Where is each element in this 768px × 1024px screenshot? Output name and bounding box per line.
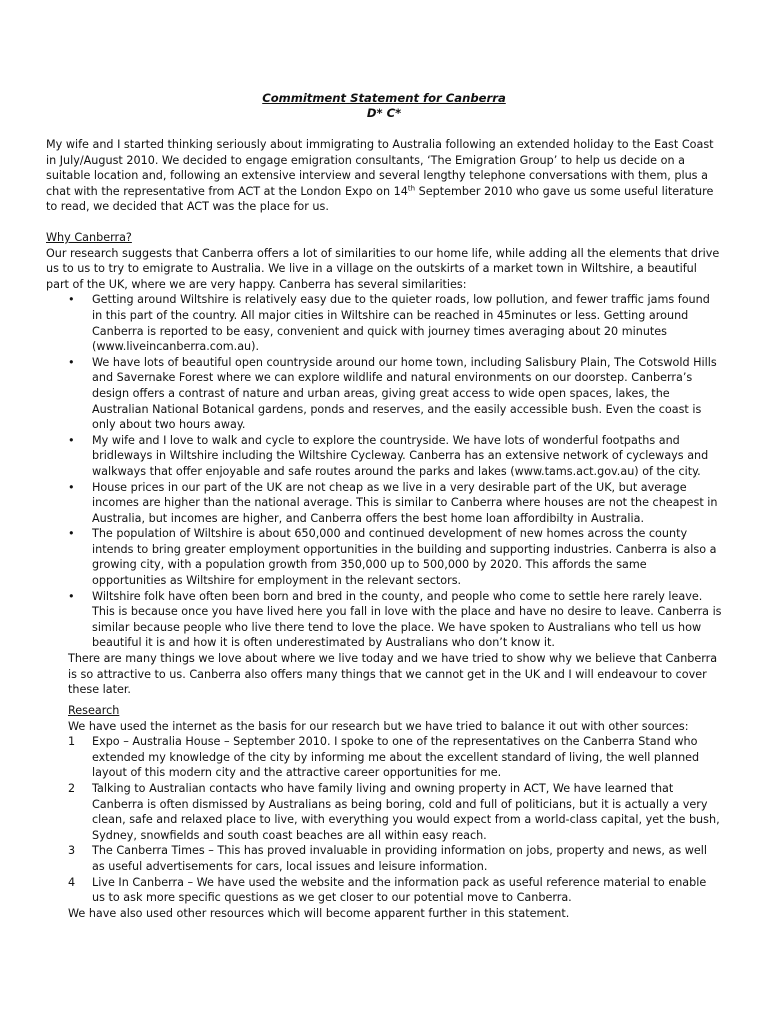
intro-paragraph [46,137,722,215]
research-lead: We have used the internet as the basis for our research but we have tried to balance it out with other sources: [68,719,689,733]
list-item-text: House prices in our part of the UK are not cheap as we live in a very desirable part of the UK, but average incomes are higher than the national average. This is similar to Canberra where houses are not the cheapest in Australia, but incomes are higher, and Canberra offers the best home loan affordibilty in Australia. [92,480,718,525]
list-item-text: Talking to Australian contacts who have family living and owning property in ACT, We have learned that Canberra is often dismissed by Australians as being boring, cold and full of politicians, but it is actually a very clean, safe and relaxed place to live, with everything you would expect from a world-class capital, yet the bush, Sydney, snowfields and south coast beaches are all within easy reach. [92,781,720,842]
intro-section [46,137,722,215]
list-item-number: 3 [68,844,76,858]
list-item-text: My wife and I love to walk and cycle to explore the countryside. We have lots of wonderful footpaths and bridleways in Wiltshire including the Wiltshire Cycleway. Canberra has an extensive network of cycleways and walkways that offer enjoyable and safe routes around the parks and lakes (www.tams.act.gov.au) of the city. [92,433,709,478]
research-sources-list [46,734,722,906]
list-item-text: The population of Wiltshire is about 650,000 and continued development of new homes across the county intends to bring greater employment opportunities in the building and supporting industries. Canberra is also a growing city, with a population growth from 350,000 up to 500,000 by 2020. This affords the same opportunities as Wiltshire for employment in the relevant sectors. [92,527,717,588]
list-item-text: We have lots of beautiful open countryside around our home town, including Salisbury Plain, The Cotswold Hills and Savernake Forest where we can explore wildlife and natural environments on our doorstep. Canberra’s design offers a contrast of nature and urban areas, giving great access to wide open spaces, lakes, the Australian National Botanical gardens, ponds and reserves, and the easily accessible bush. Even the coast is only about two hours away. [92,355,717,432]
list-item-text: Live In Canberra – We have used the website and the information pack as useful reference material to enable us to ask more specific questions as we get closer to our potential move to Canberra. [92,875,707,905]
why-canberra-heading: Why Canberra? [46,231,132,244]
list-item-number: 4 [68,875,76,889]
list-item-text: Expo – Australia House – September 2010. I spoke to one of the representatives on the Canberra Stand who extended my knowledge of the city by informing me about the excellent standard of living, the well planned layout of this modern city and the attractive career opportunities for me. [92,735,700,780]
research-closing: We have also used other resources which will become apparent further in this statement. [68,906,570,920]
list-item [46,843,722,874]
research-section [46,703,722,921]
document-title: Commitment Statement for Canberra [262,91,506,105]
list-item [46,781,722,843]
list-item [46,875,722,906]
list-item [46,433,722,480]
why-canberra-section [46,230,722,698]
list-item [46,480,722,527]
bullet-icon: • [68,589,75,603]
bullet-icon: • [68,293,75,307]
why-canberra-lead: Our research suggests that Canberra offers a lot of similarities to our home life, while adding all the elements that drive us to us to try to emigrate to Australia. We live in a village on the outskirts of a market town in Wiltshire, a beautiful part of the UK, where we are very happy. Canberra has several similarities: [46,246,720,291]
list-item-text: Wiltshire folk have often been born and bred in the county, and people who come to settle here rarely leave. This is because once you have lived here you fall in love with the place and have no desire to leave. Canberra is similar because people who live there tend to love the place. We have spoken to Australians who tell us how beautiful it is and how it is often underestimated by Australians who don’t know it. [92,589,722,650]
date-ordinal-suffix: th [407,184,416,193]
author-name: D* C* [366,106,402,120]
bullet-icon: • [68,355,75,369]
bullet-icon: • [68,527,75,541]
list-item [46,292,722,354]
why-canberra-closing: There are many things we love about where we live today and we have tried to show why we believe that Canberra is so attractive to us. Canberra also offers many things that we cannot get in the UK and I will endeavour to cover these later. [68,652,718,697]
list-item [46,355,722,433]
intro-text-part2: September 2010 who gave us some useful literature to read, we decided that ACT was the place for us. [46,184,714,214]
list-item-number: 1 [68,735,76,749]
list-item [46,589,722,651]
intro-text-part1: My wife and I started thinking seriously about immigrating to Australia following an extended holiday to the East Coast in July/August 2010. We decided to engage emigration consultants, ‘The Emigration Group’ to help us decide on a suitable location and, following an extensive interview and several lengthy telephone conversations with them, plus a chat with the representative from ACT at the London Expo on 14 [46,138,714,198]
bullet-icon: • [68,480,75,494]
list-item-text: The Canberra Times – This has proved invaluable in providing information on jobs, property and news, as well as useful advertisements for cars, local issues and leisure information. [92,844,707,873]
list-item [46,734,722,781]
list-item [46,526,722,588]
bullet-icon: • [68,433,75,447]
research-heading: Research [68,704,120,717]
list-item-text: Getting around Wiltshire is relatively easy due to the quieter roads, low pollution, and fewer traffic jams found in this part of the country. All major cities in Wiltshire can be reached in 45minutes or less. Getting around Canberra is reported to be easy, convenient and quick with journey times averaging about 20 minutes (www.liveincanberra.com.au). [92,293,710,354]
list-item-number: 2 [68,781,76,795]
similarities-list [46,292,722,651]
